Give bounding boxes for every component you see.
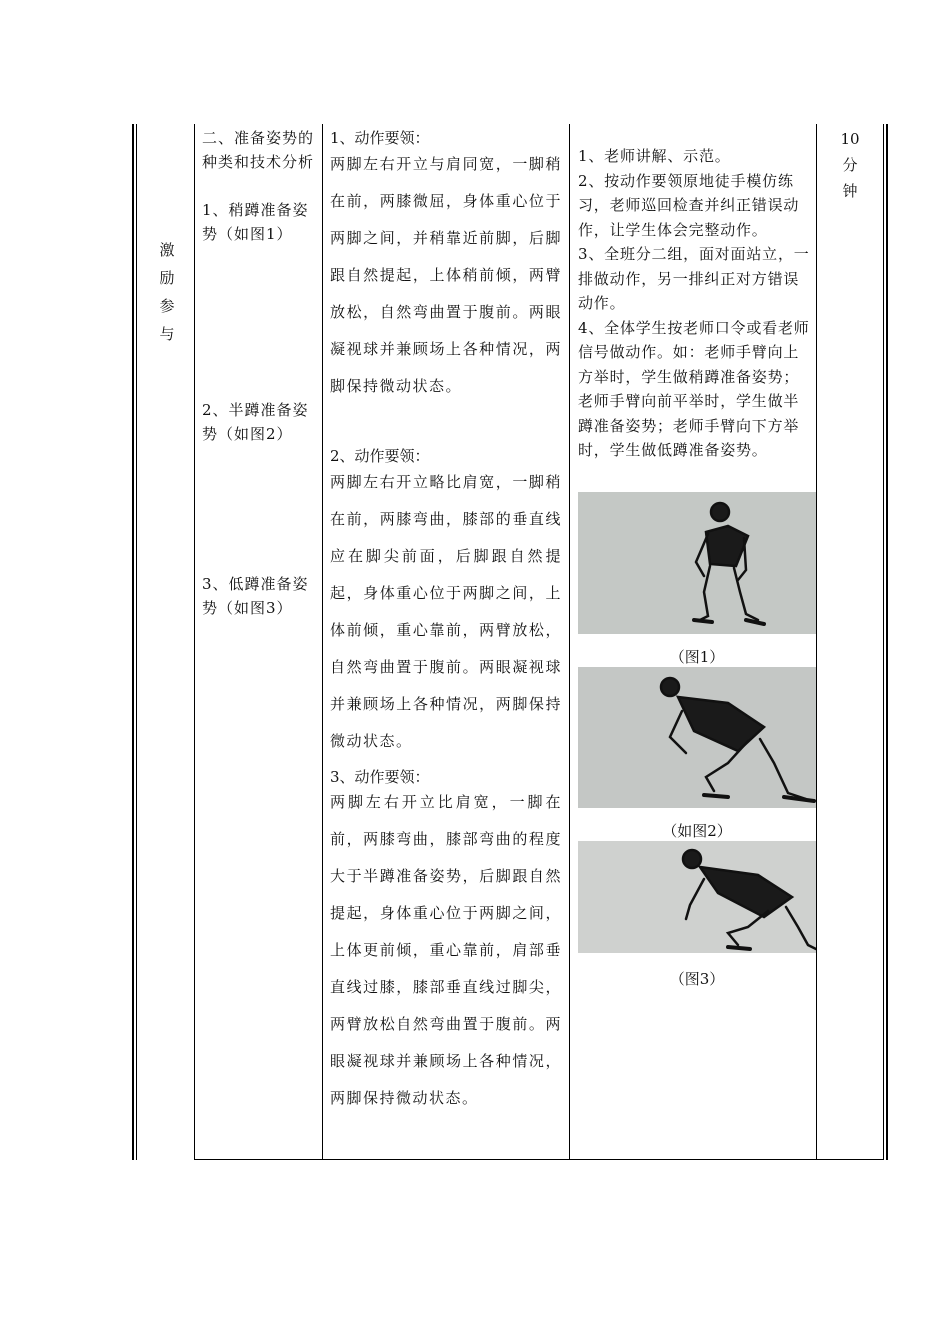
column-divider: [322, 124, 323, 1160]
method-3-heading: 3、动作要领：: [330, 768, 430, 786]
figure-2-photo: [578, 667, 816, 808]
method-2-heading: 2、动作要领：: [330, 447, 430, 465]
teaching-step-2: 2、按动作要领原地徒手模仿练习，老师巡回检查并纠正错误动作，让学生体会完整动作。: [578, 171, 800, 239]
stage-label: 激励参与: [159, 241, 175, 343]
content-item-3: 3、低蹲准备姿势（如图3）: [202, 575, 309, 617]
table-bottom-border: [194, 1159, 883, 1160]
method-3-body: 两脚左右开立比肩宽，一脚在前，两膝弯曲，膝部弯曲的程度大于半蹲准备姿势，后脚跟自然提起，身体重心位于两脚之间，上体更前倾，重心靠前，肩部垂直线过膝，膝部垂直线过脚尖，两臂放松自然弯曲置于腹前。两眼凝视球并兼顾场上各种情况，两脚保持微动状态。: [330, 793, 562, 1107]
teaching-step-1: 1、老师讲解、示范。: [578, 147, 731, 165]
column-divider: [194, 124, 195, 1160]
time-cell: [824, 126, 876, 204]
table-border-left: [132, 124, 134, 1160]
content-item-1: 1、稍蹲准备姿势（如图1）: [202, 201, 309, 243]
figure-1-photo: [578, 492, 816, 634]
content-heading: 二、准备姿势的种类和技术分析: [202, 129, 315, 171]
method-1-body: 两脚左右开立与肩同宽，一脚稍在前，两膝微屈，身体重心位于两脚之间，并稍靠近前脚，后脚跟自然提起，上体稍前倾，两臂放松，自然弯曲置于腹前。两眼凝视球并兼顾场上各种情况，两脚保持微动状态。: [330, 155, 562, 395]
time-value: 10: [840, 130, 860, 148]
stage-cell: [142, 236, 192, 348]
figure-1-caption: （图1）: [669, 648, 725, 666]
figure-3-caption: （图3）: [669, 970, 725, 988]
figure-2-caption: （如图2）: [662, 822, 732, 840]
column-divider: [816, 124, 817, 1160]
lesson-table: [132, 124, 888, 1160]
time-unit-1: 分: [842, 156, 858, 174]
teaching-step-4: 4、全体学生按老师口令或看老师信号做动作。如：老师手臂向上方举时，学生做稍蹲准备姿势；老师手臂向前平举时，学生做半蹲准备姿势；老师手臂向下方举时，学生做低蹲准备姿势。: [578, 318, 810, 459]
table-border-right: [886, 124, 888, 1160]
method-1-heading: 1、动作要领：: [330, 129, 430, 147]
table-border-right-inner: [883, 124, 884, 1160]
content-item-2: 2、半蹲准备姿势（如图2）: [202, 401, 309, 443]
table-border-left-inner: [136, 124, 137, 1160]
time-unit-2: 钟: [842, 182, 858, 200]
column-divider: [569, 124, 570, 1160]
teaching-step-3: 3、全班分二组，面对面站立，一排做动作，另一排纠正对方错误动作。: [578, 245, 810, 312]
teaching-cell: [578, 144, 812, 463]
method-2-body: 两脚左右开立略比肩宽，一脚稍在前，两膝弯曲，膝部的垂直线应在脚尖前面，后脚跟自然提起，身体重心位于两脚之间，上体前倾，重心靠前，两臂放松，自然弯曲置于腹前。两眼凝视球并兼顾场上各种情况，两脚保持微动状态。: [330, 473, 562, 750]
figure-3-photo: [578, 841, 816, 953]
